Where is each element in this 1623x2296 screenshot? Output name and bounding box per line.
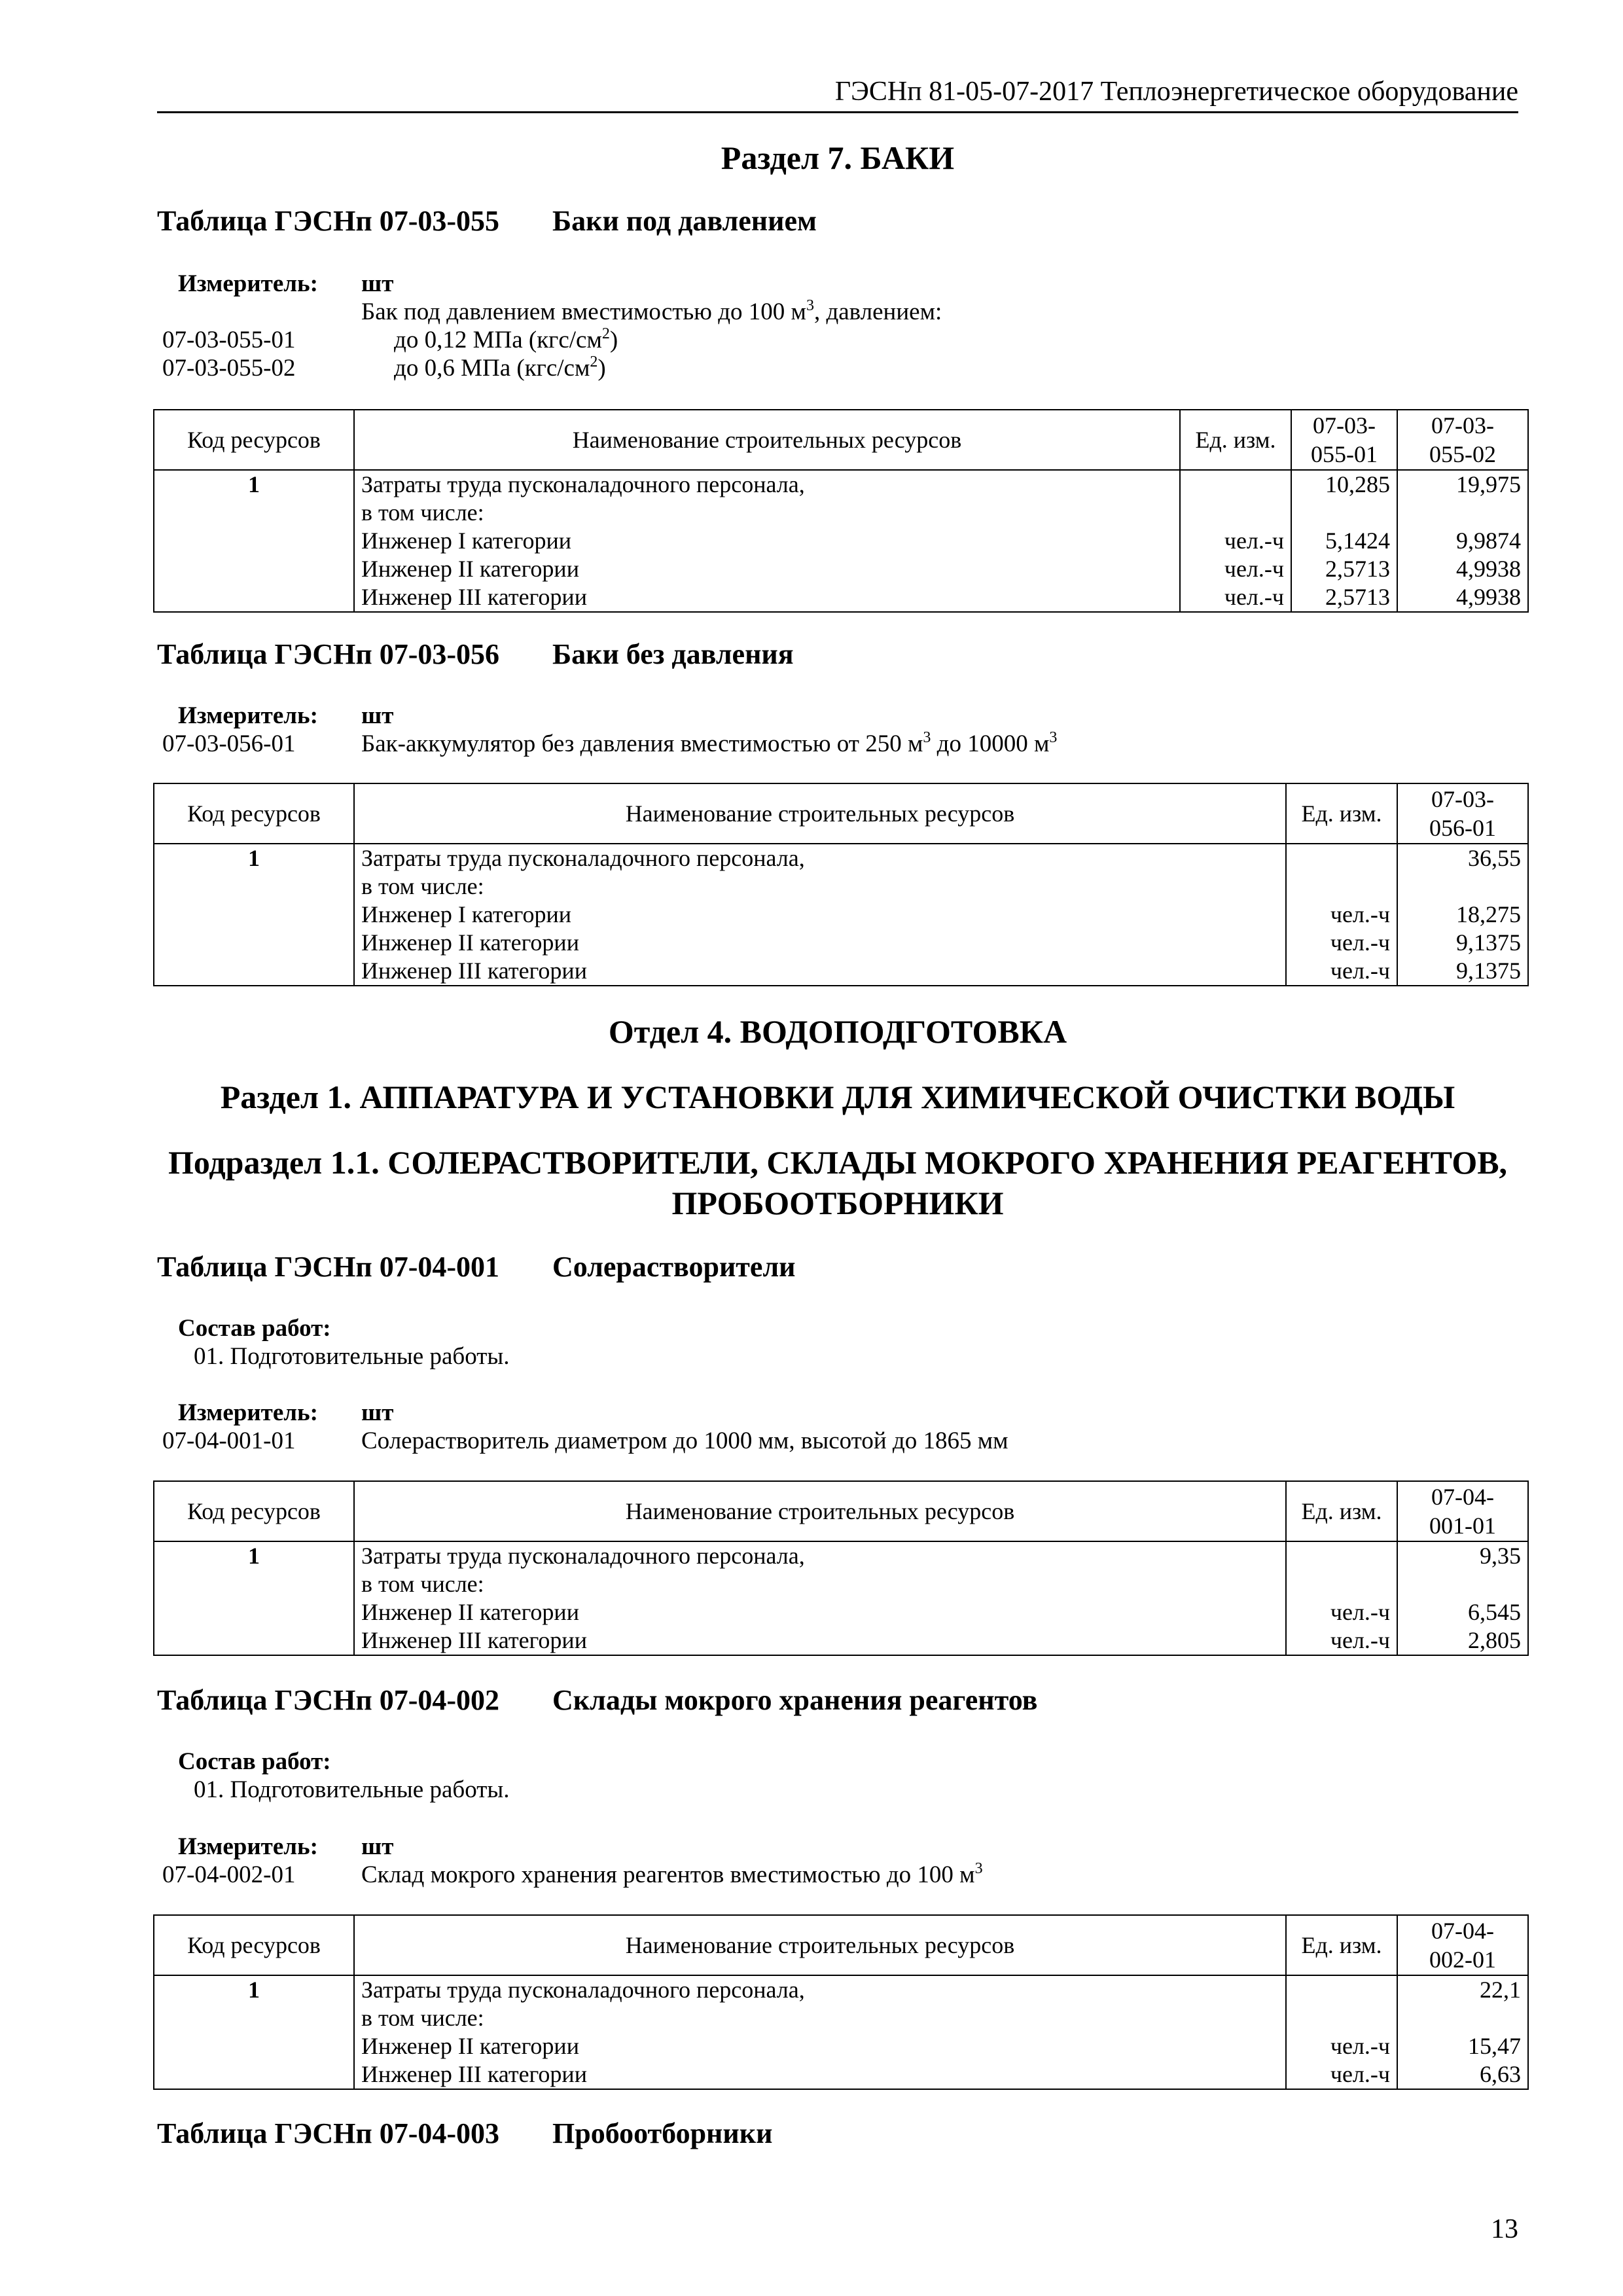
col-unit-header: Ед. изм. bbox=[1180, 410, 1291, 470]
table-header-row bbox=[154, 410, 1528, 470]
table-07-04-002-title bbox=[157, 1682, 1038, 1719]
item-code: 07-03-055-01 bbox=[162, 327, 296, 353]
subsection-1-1-title: Подраздел 1.1. СОЛЕРАСТВОРИТЕЛИ, СКЛАДЫ МОКРОГО ХРАНЕНИЯ РЕАГЕНТОВ, ПРОБООТБОРНИКИ bbox=[168, 1144, 1508, 1221]
table-row bbox=[154, 844, 1528, 986]
resource-values-col2: 19,975 9,9874 4,9938 4,9938 bbox=[1397, 470, 1528, 612]
col-norm-header: 07-04- 002-01 bbox=[1397, 1915, 1528, 1975]
resource-names: Затраты труда пусконаладочного персонала, в том числе: Инженер II категории Инженер III категории bbox=[354, 1975, 1286, 2089]
table-name: Склады мокрого хранения реагентов bbox=[552, 1684, 1038, 1716]
table-name: Баки без давления bbox=[552, 638, 794, 670]
resource-code: 1 bbox=[154, 470, 354, 612]
col-norm-header: 07-03- 056-01 bbox=[1397, 783, 1528, 844]
measure-unit: шт bbox=[361, 702, 394, 729]
table-row bbox=[154, 1541, 1528, 1655]
col-name-header: Наименование строительных ресурсов bbox=[354, 1481, 1286, 1541]
measure-unit: шт bbox=[361, 1833, 394, 1860]
resource-names: Затраты труда пусконаладочного персонала, в том числе: Инженер I категории Инженер II категории Инженер III категории bbox=[354, 470, 1180, 612]
work-item: 01. Подготовительные работы. bbox=[194, 1343, 510, 1370]
col-name-header: Наименование строительных ресурсов bbox=[354, 410, 1180, 470]
col-code-header: Код ресурсов bbox=[154, 1915, 354, 1975]
running-header: ГЭСНп 81-05-07-2017 Теплоэнергетическое оборудование bbox=[157, 73, 1518, 113]
item-description: Бак под давлением вместимостью до 100 $м^3$, давлением: bbox=[361, 297, 942, 325]
table-number: Таблица ГЭСНп 07-04-002 bbox=[157, 1684, 500, 1716]
col-name-header: Наименование строительных ресурсов bbox=[354, 1915, 1286, 1975]
item-text: Бак-аккумулятор без давления вместимостью от 250 $м^3$ до 10000 $м^3$ bbox=[361, 729, 1058, 757]
item-text: до 0,6 МПа $(кгс/см^2)$ bbox=[394, 353, 606, 382]
table-number: Таблица ГЭСНп 07-04-001 bbox=[157, 1251, 500, 1283]
col-unit-header: Ед. изм. bbox=[1286, 1481, 1397, 1541]
measure-label: Измеритель: bbox=[178, 1399, 318, 1426]
measure-label: Измеритель: bbox=[178, 1833, 318, 1860]
table-name: Солерастворители bbox=[552, 1251, 796, 1283]
item-text: Солерастворитель диаметром до 1000 мм, высотой до 1865 мм bbox=[361, 1427, 1008, 1454]
resource-table-07-03-056 bbox=[153, 783, 1529, 986]
otdel-4-title: Отдел 4. ВОДОПОДГОТОВКА bbox=[608, 1013, 1067, 1050]
table-07-03-056-title bbox=[157, 636, 794, 673]
item-text: Склад мокрого хранения реагентов вместимостью до 100 $м^3$ bbox=[361, 1860, 983, 1888]
table-number: Таблица ГЭСНп 07-03-055 bbox=[157, 205, 500, 237]
col-code-header: Код ресурсов bbox=[154, 1481, 354, 1541]
resource-values: 9,35 6,545 2,805 bbox=[1397, 1541, 1528, 1655]
table-row bbox=[154, 470, 1528, 612]
table-name: Баки под давлением bbox=[552, 205, 817, 237]
col-code-header: Код ресурсов bbox=[154, 783, 354, 844]
resource-values: 36,55 18,275 9,1375 9,1375 bbox=[1397, 844, 1528, 986]
table-header-row bbox=[154, 1915, 1528, 1975]
resource-units: чел.-ч чел.-ч чел.-ч bbox=[1180, 470, 1291, 612]
item-code: 07-04-002-01 bbox=[162, 1861, 296, 1888]
resource-table-07-04-001 bbox=[153, 1480, 1529, 1656]
measure-label: Измеритель: bbox=[178, 270, 318, 297]
resource-units: чел.-ч чел.-ч bbox=[1286, 1975, 1397, 2089]
section-1-title: Раздел 1. АППАРАТУРА И УСТАНОВКИ ДЛЯ ХИМИЧЕСКОЙ ОЧИСТКИ ВОДЫ bbox=[220, 1079, 1455, 1115]
resource-values: 22,1 15,47 6,63 bbox=[1397, 1975, 1528, 2089]
work-item: 01. Подготовительные работы. bbox=[194, 1776, 510, 1803]
measure-unit: шт bbox=[361, 1399, 394, 1426]
resource-units: чел.-ч чел.-ч bbox=[1286, 1541, 1397, 1655]
item-code: 07-03-055-02 bbox=[162, 355, 296, 382]
section-7-title: Раздел 7. БАКИ bbox=[721, 139, 955, 176]
col-unit-header: Ед. изм. bbox=[1286, 783, 1397, 844]
resource-values-col1: 10,285 5,1424 2,5713 2,5713 bbox=[1291, 470, 1397, 612]
resource-table-07-03-055 bbox=[153, 409, 1529, 613]
table-name: Пробоотборники bbox=[552, 2117, 773, 2149]
item-text: до 0,12 МПа $(кгс/см^2)$ bbox=[394, 325, 618, 353]
works-label: Состав работ: bbox=[178, 1748, 331, 1775]
resource-code: 1 bbox=[154, 1975, 354, 2089]
resource-names: Затраты труда пусконаладочного персонала, в том числе: Инженер I категории Инженер II категории Инженер III категории bbox=[354, 844, 1286, 986]
table-header-row bbox=[154, 1481, 1528, 1541]
col-unit-header: Ед. изм. bbox=[1286, 1915, 1397, 1975]
col-norm-header: 07-04- 001-01 bbox=[1397, 1481, 1528, 1541]
col-norm-header: 07-03- 055-02 bbox=[1397, 410, 1528, 470]
table-header-row bbox=[154, 783, 1528, 844]
table-07-04-003-title bbox=[157, 2115, 773, 2152]
resource-table-07-04-002 bbox=[153, 1914, 1529, 2090]
item-code: 07-03-056-01 bbox=[162, 730, 296, 757]
resource-code: 1 bbox=[154, 844, 354, 986]
table-row bbox=[154, 1975, 1528, 2089]
table-07-04-001-title bbox=[157, 1249, 796, 1285]
table-number: Таблица ГЭСНп 07-03-056 bbox=[157, 638, 500, 670]
col-norm-header: 07-03- 055-01 bbox=[1291, 410, 1397, 470]
resource-code: 1 bbox=[154, 1541, 354, 1655]
item-code: 07-04-001-01 bbox=[162, 1427, 296, 1454]
measure-label: Измеритель: bbox=[178, 702, 318, 729]
table-07-03-055-title bbox=[157, 203, 817, 240]
col-name-header: Наименование строительных ресурсов bbox=[354, 783, 1286, 844]
works-label: Состав работ: bbox=[178, 1315, 331, 1342]
table-number: Таблица ГЭСНп 07-04-003 bbox=[157, 2117, 500, 2149]
resource-names: Затраты труда пусконаладочного персонала, в том числе: Инженер II категории Инженер III категории bbox=[354, 1541, 1286, 1655]
page-number: 13 bbox=[1491, 2214, 1518, 2244]
measure-unit: шт bbox=[361, 270, 394, 297]
resource-units: чел.-ч чел.-ч чел.-ч bbox=[1286, 844, 1397, 986]
col-code-header: Код ресурсов bbox=[154, 410, 354, 470]
